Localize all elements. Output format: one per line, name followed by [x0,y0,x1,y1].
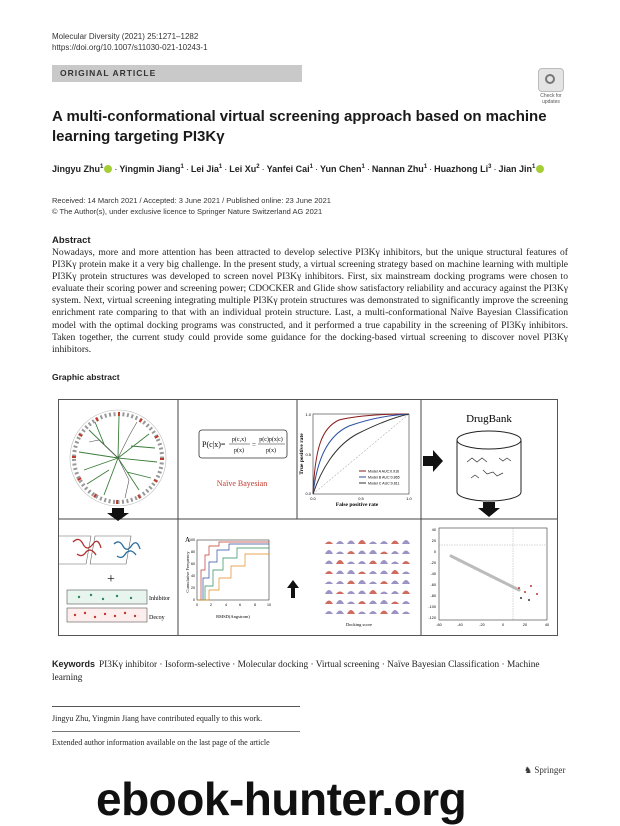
publication-dates [52,195,331,217]
rmsd-ytick-5: 100 [189,538,195,542]
received-accepted-published: Received: 14 March 2021 / Accepted: 3 June 2021 / Published online: 23 June 2021 [52,196,331,205]
distribution-cell [347,591,355,594]
distribution-cell [391,591,399,594]
roc-legend-b: Model B AUC:0.865 [368,475,400,480]
author-separator: · [224,164,228,174]
distribution-cell [369,571,377,574]
distribution-cell [369,542,377,545]
distribution-cell [336,541,344,544]
distribution-cell [369,582,377,585]
distribution-cell [325,590,333,594]
distribution-cell [380,592,388,595]
orcid-icon[interactable] [536,165,544,173]
distribution-cell [402,580,410,584]
scatter-ytick-7: -100 [428,605,436,609]
distribution-cell [380,600,388,604]
distribution-cell [325,561,333,565]
distribution-cell [325,601,333,605]
keywords-label: Keywords [52,659,96,669]
publisher-name: Springer [534,765,566,775]
author-affiliation-sup: 1 [361,164,365,170]
author-separator: · [493,164,497,174]
copyright-line: © The Author(s), under exclusive licence to Springer Nature Switzerland AG 2021 [52,207,323,216]
distribution-cell [391,581,399,585]
author-affiliation-sup: 1 [532,164,536,170]
roc-legend-a: Model A AUC:0.916 [368,469,400,474]
distribution-cell [391,570,399,574]
scatter-xtick-5: 40 [544,623,550,627]
author-affiliation-sup: 1 [309,164,313,170]
roc-xtick-1: 0.5 [358,496,364,501]
distribution-cell [336,592,344,595]
right-arrow-icon [423,450,443,472]
author-affiliation-sup: 2 [256,164,260,170]
author-separator: · [314,164,318,174]
distribution-cell [402,561,410,564]
check-updates-icon [538,68,564,92]
author-name[interactable]: Jingyu Zhu [52,164,100,174]
distribution-cell [336,581,344,584]
distribution-cell [380,571,388,575]
distribution-cell [325,542,333,545]
distribution-cell [391,562,399,565]
distribution-cell [369,611,377,614]
author-separator: · [114,164,118,174]
distribution-cell [347,570,355,574]
formula-frac2-num: p(c)p(x|c) [259,437,283,443]
author-name[interactable]: Jian Jin [498,164,533,174]
watermark-text: ebook-hunter.org [96,773,467,825]
scatter-ytick-8: -120 [428,616,436,620]
scatter-ytick-4: -40 [430,572,436,576]
scatter-ytick-6: -80 [430,594,436,598]
author-name[interactable]: Lei Jia [190,164,219,174]
author-separator: · [366,164,370,174]
docking-score-distribution-grid [325,540,410,614]
distribution-cell [402,551,410,555]
distribution-cell [369,590,377,594]
distribution-cell [325,582,333,585]
distribution-cell [402,591,410,595]
distribution-cell [347,610,355,614]
distribution-cell [402,540,410,544]
distribution-cell [402,572,410,575]
score-scatter-plot [428,528,549,627]
footnote-equal-contribution: Jingyu Zhu, Yingmin Jiang have contributed equally to this work. [52,714,263,723]
rmsd-xtick-1: 2 [210,603,212,607]
author-name[interactable]: Yanfei Cai [266,164,310,174]
springer-logo: ♞ Springer [524,765,566,775]
footnote-extended-info: Extended author information available on the last page of the article [52,738,270,747]
footnote-divider-2 [52,731,300,732]
scatter-xtick-4: 20 [522,623,528,627]
distribution-cell [347,581,355,585]
decoy-label: Decoy [149,615,165,621]
author-name[interactable]: Yingmin Jiang [119,164,181,174]
scatter-ytick-2: 0 [433,550,436,554]
distribution-cell [325,571,333,574]
rmsd-ytick-0: 0 [193,598,195,602]
roc-legend-c: Model C AUC:0.811 [368,481,400,486]
distribution-cell [380,560,388,564]
scatter-ytick-1: 20 [431,539,436,543]
keywords-block [52,658,562,685]
distribution-cell [347,551,355,554]
author-affiliation-sup: 1 [180,164,184,170]
drugbank-label: DrugBank [466,413,512,425]
distribution-cell [336,611,344,615]
roc-chart [299,412,413,508]
distribution-cell [358,580,366,584]
author-name[interactable]: Lei Xu [229,164,257,174]
distribution-cell [336,571,344,575]
rmsd-ytick-1: 20 [191,586,195,590]
rmsd-ytick-2: 40 [191,574,195,578]
check-updates-label: Check for updates [540,93,562,105]
inhibitor-label: Inhibitor [149,596,170,602]
article-type-ribbon: ORIGINAL ARTICLE [52,65,302,82]
author-separator: · [261,164,265,174]
distribution-cell [358,612,366,615]
formula-frac2-den: p(x) [266,448,276,454]
distribution-cell [391,541,399,545]
roc-ytick-0: 0.0 [305,491,311,496]
down-arrow-2-icon [478,502,500,517]
scatter-xtick-3: 0 [501,623,505,627]
distribution-cell [358,561,366,564]
scatter-xtick-2: -20 [479,623,485,627]
author-affiliation-sup: 1 [218,164,223,170]
rmsd-xtick-3: 6 [239,603,241,607]
scatter-ytick-3: -20 [430,561,436,565]
graphic-abstract-heading: Graphic abstract [52,372,120,382]
distribution-cell [358,551,366,555]
drugbank-database-icon [457,431,521,501]
distribution-cell [358,540,366,544]
formula-frac1-den: p(x) [234,448,244,454]
distribution-cell [380,552,388,555]
roc-ylabel: True positive rate [299,433,305,475]
author-affiliation-sup: 3 [488,164,492,170]
roc-ytick-1: 0.5 [305,452,311,457]
distribution-cell [358,572,366,575]
graphic-abstract-svg [59,400,557,635]
heat-xlabel: Docking score [345,622,373,627]
journal-header [52,31,208,53]
distribution-cell [391,602,399,605]
distribution-cell [391,610,399,614]
rmsd-xtick-4: 8 [254,603,256,607]
author-name[interactable]: Yun Chen [319,164,362,174]
naive-bayesian-label: Naïve Bayesian [216,479,268,488]
distribution-cell [347,602,355,605]
rmsd-xtick-0: 0 [196,603,198,607]
roc-xtick-2: 1.0 [406,496,412,501]
rmsd-xtick-5: 10 [267,603,271,607]
article-title: A multi-conformational virtual screening approach based on machine learning targeting PI3Kγ [52,108,547,145]
scatter-ytick-0: 40 [431,528,436,532]
keywords-list: PI3Kγ inhibitor · Isoform-selective · Molecular docking · Virtual screening · Naïve Bayesian Classification · Machine learning [52,660,540,683]
distribution-cell [402,601,410,604]
plus-sign: + [107,572,115,587]
distribution-cell [369,561,377,565]
distribution-cell [380,611,388,615]
rmsd-ytick-4: 80 [191,550,195,554]
formula-lhs: P(c|x)= [202,440,226,449]
distribution-cell [402,612,410,615]
distribution-cell [358,601,366,604]
distribution-cell [336,600,344,604]
roc-xlabel: False positive rate [335,502,379,508]
check-for-updates-badge[interactable] [536,68,566,105]
abstract-text: Nowadays, more and more attention has been attracted to develop selective PI3Kγ inhibitors, but the unique structural features of PI3Kγ protein make it a very big challenge. In the present study, a virtual screening strategy based on machine learning with multiple PI3Kγ protein structures was developed to screen novel PI3Kγ inhibitors. First, six mainstream docking programs were chosen to evaluate their scoring power and screening power; CDOCKER and Glide show satisfactory reliability and accuracy against the PI3Kγ system. Next, virtual screening integrating multiple PI3Kγ protein structures was demonstrated to significantly improve the screening enrichment rate comparing to that with an individual protein structure. Last, a multi-conformational Naïve Bayesian Classification model with the optimal docking programs was constructed, and it performed a true capability in the screening of PI3Kγ inhibitors. Taken together, the current study could provide some guidance for the docking-based virtual screening to discover novel PI3Kγ inhibitors. [52,247,568,355]
distribution-cell [369,550,377,554]
scatter-ytick-5: -60 [430,583,436,587]
distribution-cell [347,541,355,545]
doi-link[interactable]: https://doi.org/10.1007/s11030-021-10243-1 [52,43,208,52]
distribution-cell [391,551,399,554]
ligand-boxes [67,590,147,622]
roc-xtick-0: 0.0 [310,496,316,501]
author-separator: · [429,164,433,174]
svg-text:=: = [252,441,256,449]
rmsd-ylabel: Cumulative Frequency [185,551,190,593]
abstract-heading: Abstract [52,235,91,246]
rmsd-xlabel: RMSD(Angstrom) [216,614,250,619]
distribution-cell [380,581,388,584]
distribution-cell [358,591,366,595]
protein-structures [59,536,140,564]
distribution-cell [347,562,355,565]
author-name[interactable]: Huazhong Li [434,164,489,174]
rmsd-xtick-2: 4 [225,603,227,607]
rmsd-ytick-3: 60 [191,562,195,566]
distribution-cell [336,552,344,555]
footnote-divider [52,706,300,707]
orcid-icon[interactable] [104,165,112,173]
graphic-abstract-figure [58,399,558,636]
journal-citation: Molecular Diversity (2021) 25:1271–1282 [52,32,199,41]
up-arrow-icon [287,580,299,598]
author-affiliation-sup: 1 [100,164,104,170]
author-list [52,164,572,174]
distribution-cell [325,611,333,614]
rmsd-panel-letter: A [185,536,191,544]
formula-frac1-num: p(c,x) [231,437,247,443]
phylogenetic-tree [70,410,166,506]
scatter-xtick-0: -60 [436,623,442,627]
rmsd-chart [185,536,271,619]
bayes-formula-box [199,430,287,458]
roc-ytick-2: 1.0 [305,412,311,417]
distribution-cell [336,560,344,564]
scatter-xtick-1: -40 [457,623,463,627]
author-affiliation-sup: 1 [423,164,428,170]
distribution-cell [325,550,333,554]
distribution-cell [369,601,377,605]
distribution-cell [380,541,388,544]
author-name[interactable]: Nannan Zhu [371,164,424,174]
author-separator: · [185,164,189,174]
